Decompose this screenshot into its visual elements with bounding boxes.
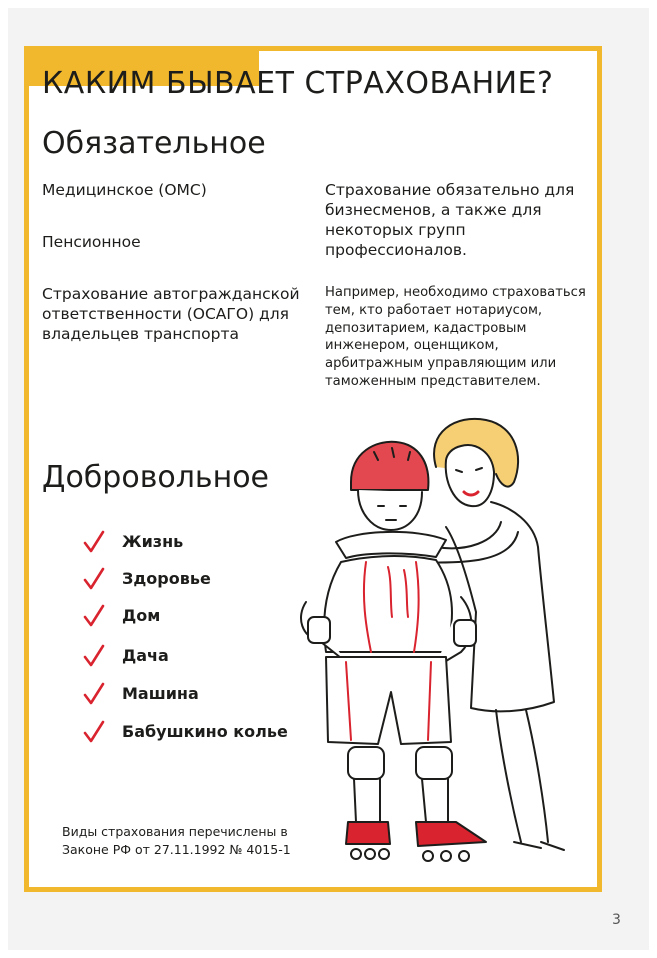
checkmark-icon (82, 682, 106, 706)
list-item-label: Бабушкино колье (122, 722, 288, 741)
list-item (82, 642, 312, 670)
list-item (82, 528, 312, 556)
woman-helping-child-skater-illustration (296, 412, 566, 872)
checkmark-icon (82, 720, 106, 744)
list-item (82, 718, 312, 746)
list-item-label: Дача (122, 646, 169, 665)
example-text: Например, необходимо страховаться тем, кто работает нотариусом, депозитарием, кадастровым инженером, оценщиком, арбитражным управляющим или таможенным представителем. (325, 285, 586, 389)
list-item-label: Жизнь (122, 532, 184, 551)
list-item-label: Машина (122, 684, 199, 703)
list-item-label: Дом (122, 606, 161, 625)
checkmark-icon (82, 644, 106, 668)
list-item-label: Здоровье (122, 569, 211, 588)
mandatory-item: Пенсионное (42, 233, 141, 251)
list-item (82, 565, 312, 593)
voluntary-heading: Добровольное (42, 460, 270, 495)
page-title: КАКИМ БЫВАЕТ СТРАХОВАНИЕ? (42, 66, 554, 101)
list-item (82, 602, 312, 630)
checkmark-icon (82, 604, 106, 628)
list-item (82, 680, 312, 708)
mandatory-heading: Обязательное (42, 126, 266, 161)
checkmark-icon (82, 530, 106, 554)
checkmark-icon (82, 567, 106, 591)
business-text: Страхование обязательно для бизнесменов, а также для некоторых групп профессионалов. (325, 181, 575, 259)
law-note: Виды страхования перечислены в Законе РФ от 27.11.1992 № 4015-1 (62, 824, 291, 857)
mandatory-item: Страхование автогражданской ответственности (ОСАГО) для владельцев транспорта (42, 285, 300, 343)
page-number: 3 (612, 912, 621, 928)
mandatory-item: Медицинское (ОМС) (42, 181, 207, 199)
